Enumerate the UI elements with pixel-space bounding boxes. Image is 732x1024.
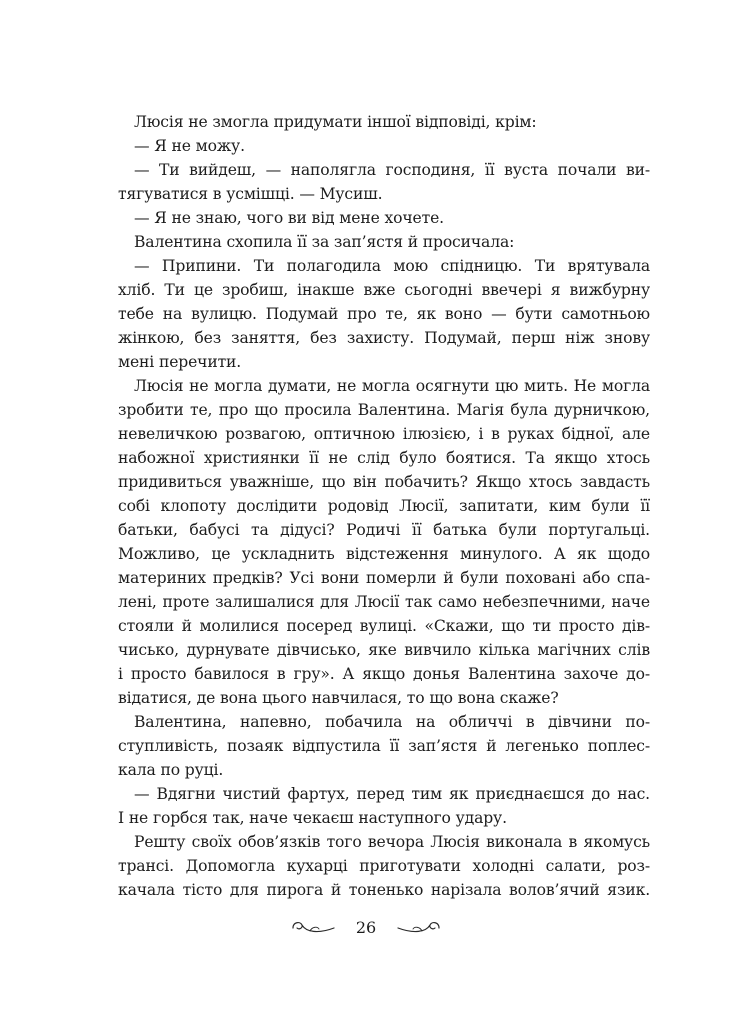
text-line: Люсія не могла думати, не могла осягнути цю мить. Не могла xyxy=(134,377,650,395)
text-line: Валентина схопила її за зап’ястя й просичала: xyxy=(134,233,515,251)
text-line: кала по руці. xyxy=(118,761,224,779)
text-line: тебе на вулицю. Подумай про те, як воно — бути самотньою xyxy=(118,305,650,323)
text-line: тягуватися в усмішці. — Мусиш. xyxy=(118,185,383,203)
text-line: хліб. Ти це зробиш, інакше вже сьогодні ввечері я вижбурну xyxy=(118,281,650,299)
page-number: 26 xyxy=(355,917,377,937)
text-line: мені перечити. xyxy=(118,353,242,371)
page-footer xyxy=(0,913,732,941)
book-page-text xyxy=(118,110,650,902)
text-line: жінкою, без заняття, без захисту. Подумай, перш ніж знову xyxy=(118,329,650,347)
text-line: зробити те, про що просила Валентина. Магія була дурничкою, xyxy=(118,401,650,419)
text-line: лені, проте залишалися для Люсії так само небезпечними, наче xyxy=(118,593,650,611)
text-line: качала тісто для пирога й тоненько нарізала волов’ячий язик. xyxy=(118,881,650,899)
text-line: — Вдягни чистий фартух, перед тим як приєднаєшся до нас. xyxy=(134,785,650,803)
text-line: і просто бавилося в гру». А якщо донья Валентина захоче до- xyxy=(118,665,650,683)
text-line: трансі. Допомогла кухарці приготувати холодні салати, роз- xyxy=(118,857,650,875)
text-line: Люсія не змогла придумати іншої відповіді, крім: xyxy=(134,113,537,131)
text-line: материних предків? Усі вони померли й були поховані або спа- xyxy=(118,569,650,587)
text-line: — Я не знаю, чого ви від мене хочете. xyxy=(134,209,444,227)
text-line: невеличкою розвагою, оптичною ілюзією, і в руках бідної, але xyxy=(118,425,650,443)
text-line: собі клопоту дослідити родовід Люсії, запитати, ким були її xyxy=(118,497,650,515)
swirl-ornament-right-icon xyxy=(396,916,442,938)
text-line: придивиться уважніше, що він побачить? Якщо хтось завдасть xyxy=(118,473,650,491)
text-line: — Припини. Ти полагодила мою спідницю. Ти врятувала xyxy=(134,257,650,275)
text-line: батьки, бабусі та дідусі? Родичі її батька були португальці. xyxy=(118,521,650,539)
swirl-ornament-left-icon xyxy=(290,916,336,938)
text-line: — Ти вийдеш, — наполягла господиня, її вуста почали ви- xyxy=(134,161,650,179)
text-line: набожної християнки її не слід було боятися. Та якщо хтось xyxy=(118,449,650,467)
text-line: стояли й молилися посеред вулиці. «Скажи, що ти просто дів- xyxy=(118,617,650,635)
text-line: Решту своїх обов’язків того вечора Люсія виконала в якомусь xyxy=(134,833,650,851)
text-line: відатися, де вона цього навчилася, то що вона скаже? xyxy=(118,689,559,707)
text-line: — Я не можу. xyxy=(134,137,245,155)
text-line: І не горбся так, наче чекаєш наступного удару. xyxy=(118,809,507,827)
text-line: Можливо, це ускладнить відстеження минулого. А як щодо xyxy=(118,545,650,563)
text-line: ступливість, позаяк відпустила її зап’ястя й легенько поплес- xyxy=(118,737,650,755)
text-line: чисько, дурнувате дівчисько, яке вивчило кілька магічних слів xyxy=(118,641,650,659)
text-line: Валентина, напевно, побачила на обличчі в дівчини по- xyxy=(134,713,650,731)
